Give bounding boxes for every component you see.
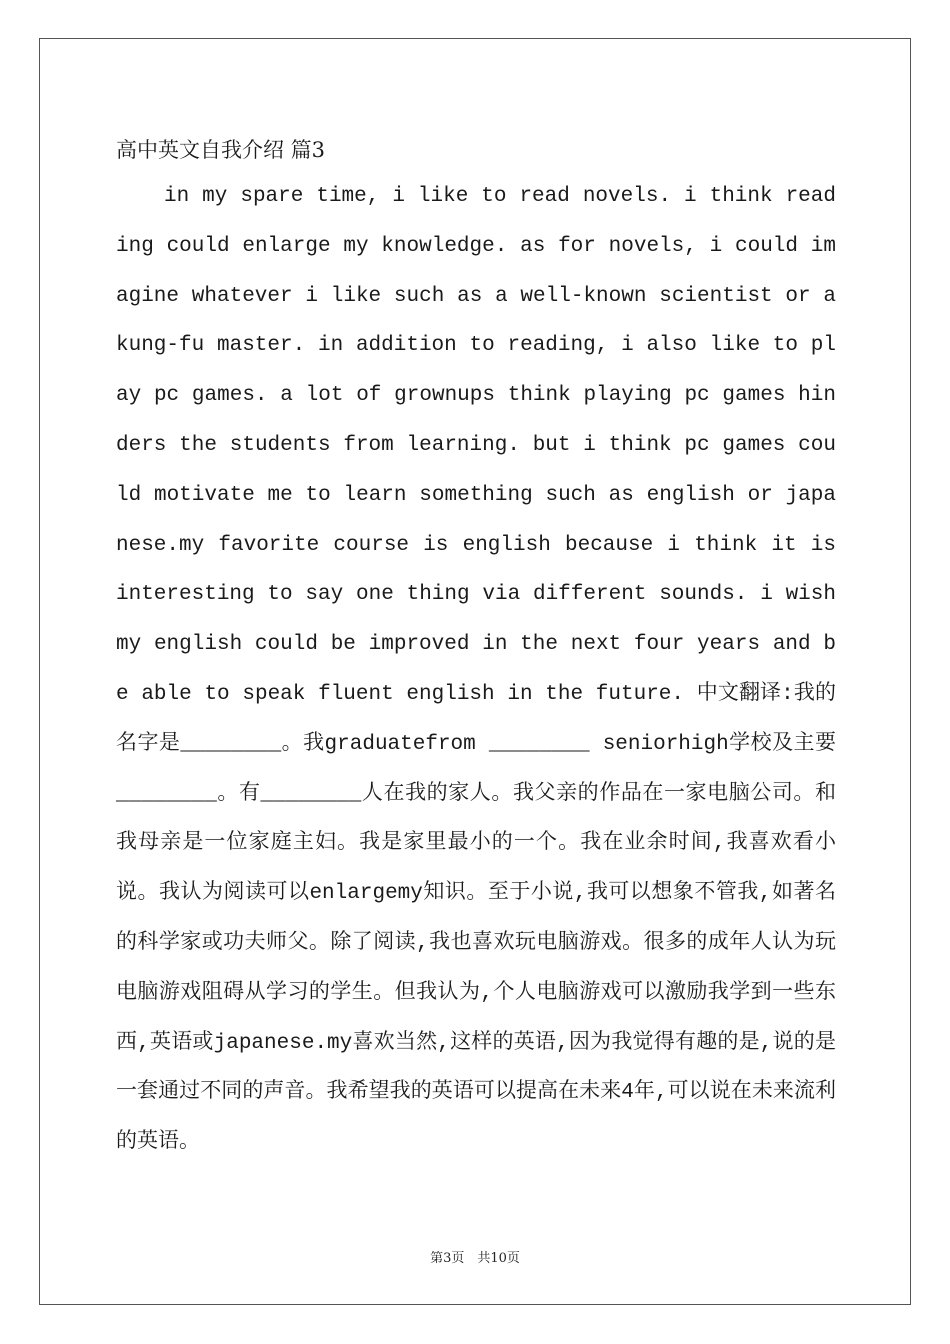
document-heading: 高中英文自我介绍 篇3 <box>116 138 326 162</box>
page-footer: 第3页 共10页 <box>430 1251 520 1266</box>
document-body <box>116 128 836 1168</box>
document-paragraph: in my spare time, i like to read novels. i think reading could enlarge my knowledge. as for novels, i could imagine whatever i like such as a well-known scientist or a kung-fu master. in addition to reading, i also like to play pc games. a lot of grownups think playing pc games hinders the students from learning. but i think pc games could motivate me to learn something such as english or japanese.my favorite course is english because i think it is interesting to say one thing via different sounds. i wish my english could be improved in the next four years and be able to speak fluent english in the future. 中文翻译:我的名字是________。我graduatefrom ________ seniorhigh学校及主要________。有________人在我的家人。我父亲的作品在一家电脑公司。和我母亲是一位家庭主妇。我是家里最小的一个。我在业余时间,我喜欢看小说。我认为阅读可以enlargemy知识。至于小说,我可以想象不管我,如著名的科学家或功夫师父。除了阅读,我也喜欢玩电脑游戏。很多的成年人认为玩电脑游戏阻碍从学习的学生。但我认为,个人电脑游戏可以激励我学到一些东西,英语或japanese.my喜欢当然,这样的英语,因为我觉得有趣的是,说的是一套通过不同的声音。我希望我的英语可以提高在未来4年,可以说在未来流利的英语。 <box>116 185 836 1155</box>
